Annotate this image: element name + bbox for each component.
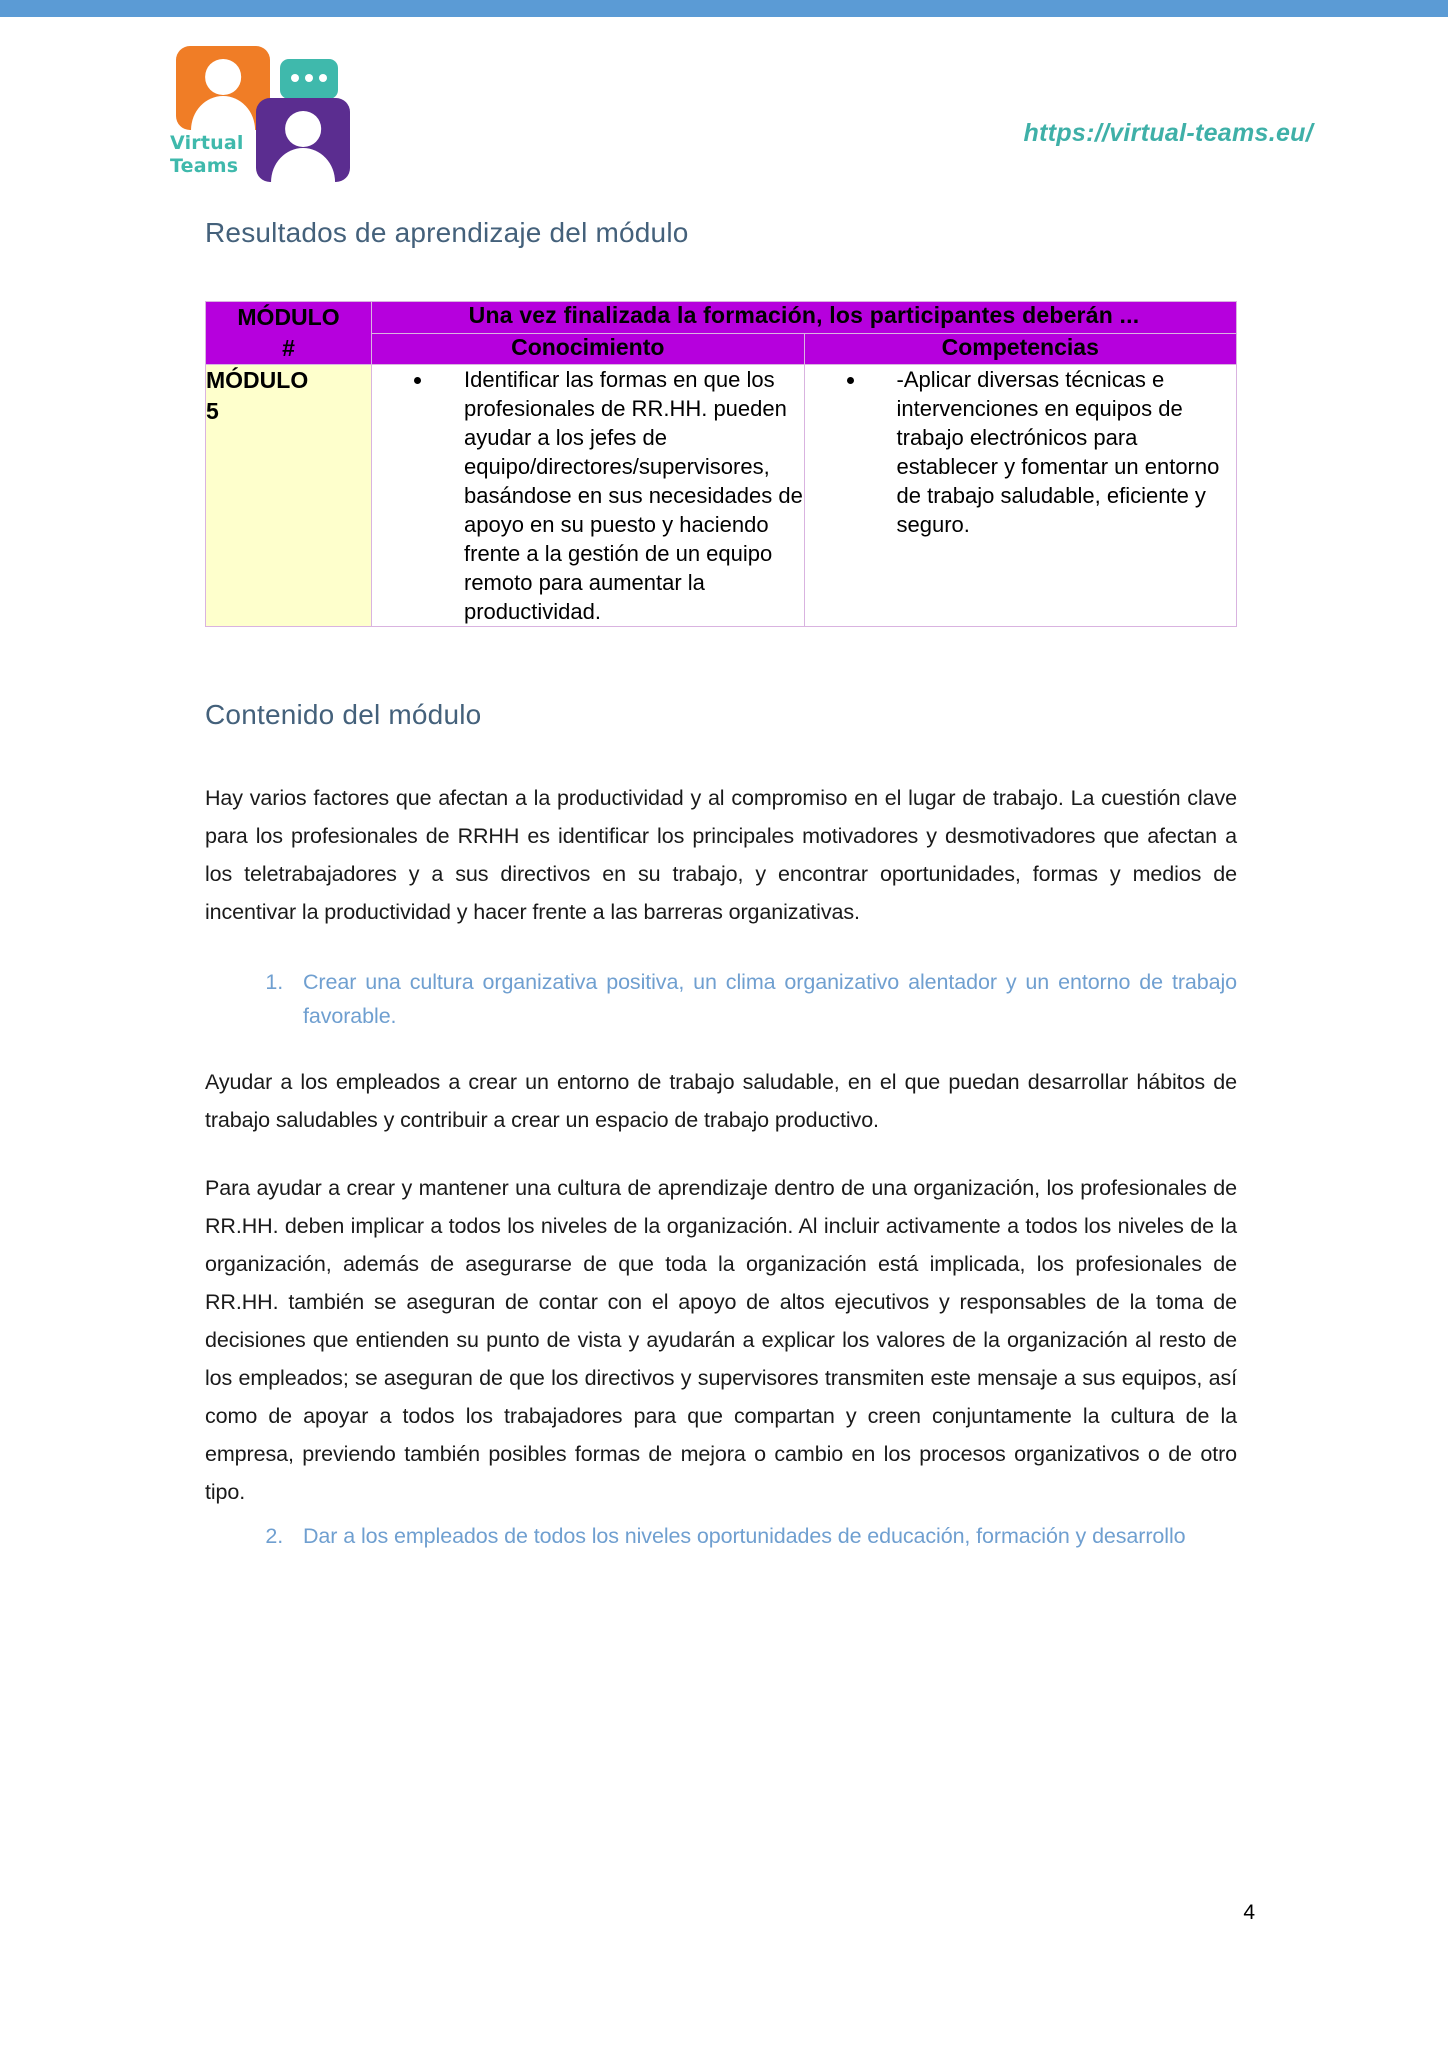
top-accent-bar <box>0 0 1448 17</box>
logo-wordmark <box>170 132 244 178</box>
table-header-knowledge: Conocimiento <box>372 333 805 365</box>
intro-paragraph: Hay varios factores que afectan a la productividad y al compromiso en el lugar de trabajo. La cuestión clave para los profesionales de RRHH es identificar los principales motivadores y desmotivadores que afectan a los teletrabajadores y a sus directivos en su trabajo, y encontrar oportunidades, formas y medios de incentivar la productividad y hacer frente a las barreras organizativas. <box>205 786 1237 924</box>
document-page <box>0 17 1448 2048</box>
person-head <box>205 59 241 94</box>
numbered-list-1 <box>205 965 1237 1033</box>
bubble-dot <box>305 74 313 82</box>
page-number: 4 <box>1243 1901 1255 1924</box>
person-head <box>285 111 321 146</box>
paragraph-after-item-1: Ayudar a los empleados a crear un entorno de trabajo saludable, en el que puedan desarrollar hábitos de trabajo saludables y contribuir a crear un espacio de trabajo productivo. <box>205 1070 1237 1132</box>
list-item: 1. Crear una cultura organizativa positiva, un clima organizativo alentador y un entorno de trabajo favorable. <box>289 965 1237 1033</box>
virtual-teams-logo <box>170 46 370 177</box>
table-header-module-line1: MÓDULO <box>237 304 340 330</box>
logo-wordmark-line2: Teams <box>170 155 239 177</box>
table-cell-knowledge <box>372 365 805 627</box>
learning-outcomes-title: Resultados de aprendizaje del módulo <box>205 217 689 248</box>
module-content-title: Contenido del módulo <box>205 699 482 730</box>
table-header-module-line2: # <box>282 335 295 361</box>
logo-purple-tile-icon <box>256 98 350 182</box>
table-cell-competences <box>804 365 1237 627</box>
bubble-dot <box>291 74 299 82</box>
table-cell-module-line1: MÓDULO <box>206 367 309 393</box>
list-item: 2. Dar a los empleados de todos los niveles oportunidades de educación, formación y desarrollo <box>289 1519 1237 1553</box>
long-paragraph: Para ayudar a crear y mantener una cultura de aprendizaje dentro de una organización, los profesionales de RR.HH. deben implicar a todos los niveles de la organización. Al incluir activamente a todos los niveles de la organización, además de asegurarse de que toda la organización está implicada, los profesionales de RR.HH. también se aseguran de contar con el apoyo de altos ejecutivos y responsables de la toma de decisiones que entienden su punto de vista y ayudarán a explicar los valores de la organización al resto de los empleados; se aseguran de que los directivos y supervisores transmiten este mensaje a sus equipos, así como de apoyar a todos los trabajadores para que compartan y creen conjuntamente la cultura de la empresa, previendo también posibles formas de mejora o cambio en los procesos organizativos o de otro tipo. <box>205 1176 1237 1504</box>
knowledge-list <box>372 365 804 626</box>
table-cell-module <box>206 365 372 627</box>
page-content <box>205 217 1237 1553</box>
table-header-banner: Una vez finalizada la formación, los participantes deberán ... <box>372 302 1237 334</box>
bubble-dot <box>319 74 327 82</box>
table-row <box>206 365 1237 627</box>
site-url[interactable]: https://virtual-teams.eu/ <box>1023 119 1313 147</box>
numbered-list-2 <box>205 1519 1237 1553</box>
person-icon-purple <box>256 98 350 182</box>
table-cell-module-line2: 5 <box>206 398 219 424</box>
person-body <box>271 148 335 182</box>
table-header-row <box>206 302 1237 334</box>
speech-bubble-icon <box>280 59 338 99</box>
table-header-module <box>206 302 372 365</box>
list-item: • -Aplicar diversas técnicas e intervenciones en equipos de trabajo electrónicos para establecer y fomentar un entorno de trabajo saludable, eficiente y seguro. <box>867 365 1237 539</box>
person-body <box>191 96 255 130</box>
learning-outcomes-table <box>205 301 1237 627</box>
table-header-competences: Competencias <box>804 333 1237 365</box>
list-item: • Identificar las formas en que los profesionales de RR.HH. pueden ayudar a los jefes de equipo/directores/supervisores, basándose en sus necesidades de apoyo en su puesto y haciendo frente a la gestión de un equipo remoto para aumentar la productividad. <box>434 365 804 626</box>
logo-wordmark-line1: Virtual <box>170 132 244 154</box>
page-header <box>0 32 1448 182</box>
competences-list <box>805 365 1237 539</box>
